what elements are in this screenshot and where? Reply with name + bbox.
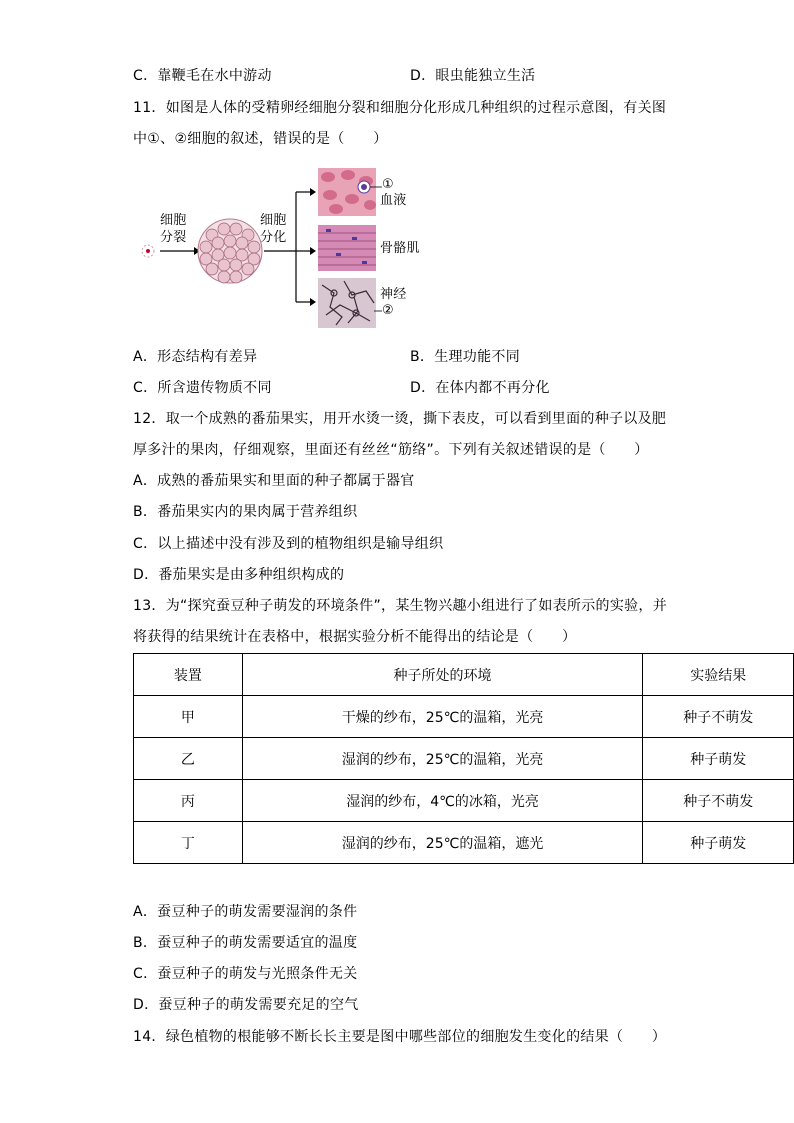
cell-result: 种子萌发 [643, 738, 794, 780]
division-label-2: 分裂 [160, 230, 187, 245]
header-device: 装置 [134, 654, 243, 696]
q12-option-d: D．番茄果实是由多种组织构成的 [133, 567, 345, 583]
q13-option-b: B．蚕豆种子的萌发需要适宜的温度 [133, 935, 358, 951]
nerve-tissue-image [318, 278, 376, 328]
q11-option-d: D．在体内都不再分化 [410, 380, 550, 396]
table-row [134, 822, 794, 864]
q11-stem-line2: 中①、②细胞的叙述，错误的是（ ） [133, 131, 388, 147]
cell-device: 丁 [134, 822, 243, 864]
cell-result: 种子萌发 [643, 822, 794, 864]
cell-differentiation-figure [130, 165, 430, 335]
blood-tissue-image [318, 168, 376, 216]
q13-stem-line1: 13．为“探究蚕豆种子萌发的环境条件”，某生物兴趣小组进行了如表所示的实验，并 [133, 598, 668, 614]
tissue-label-muscle: 骨骼肌 [380, 241, 420, 256]
cell-device: 丙 [134, 780, 243, 822]
q11-option-c: C．所含遗传物质不同 [133, 380, 272, 396]
table-header-row [134, 654, 794, 696]
marker-2: ② [382, 303, 394, 318]
q14-stem-line1: 14．绿色植物的根能够不断长长主要是图中哪些部位的细胞发生变化的结果（ ） [133, 1029, 667, 1045]
tissue-label-nerve: 神经 [380, 287, 407, 302]
q12-option-a: A．成熟的番茄果实和里面的种子都属于器官 [133, 473, 415, 489]
q13-option-c: C．蚕豆种子的萌发与光照条件无关 [133, 966, 358, 982]
q12-stem-line1: 12．取一个成熟的番茄果实，用开水烫一烫，撕下表皮，可以看到里面的种子以及肥 [133, 411, 667, 427]
egg-nucleus [146, 249, 150, 253]
tissue-label-blood: 血液 [380, 193, 407, 208]
cell-result: 种子不萌发 [643, 780, 794, 822]
header-result: 实验结果 [643, 654, 794, 696]
q12-option-c: C．以上描述中没有涉及到的植物组织是输导组织 [133, 536, 444, 552]
q13-option-d: D．蚕豆种子的萌发需要充足的空气 [133, 997, 359, 1013]
cell-environment: 湿润的纱布，25℃的温箱，遮光 [242, 822, 643, 864]
q12-stem-line2: 厚多汁的果肉，仔细观察，里面还有丝丝“筋络”。下列有关叙述错误的是（ ） [133, 442, 649, 458]
cell-environment: 湿润的纱布，25℃的温箱，光亮 [242, 738, 643, 780]
q10-option-d: D．眼虫能独立生活 [410, 68, 536, 84]
q12-option-b: B．番茄果实内的果肉属于营养组织 [133, 504, 358, 520]
marker-1: ① [382, 177, 394, 192]
cell-device: 甲 [134, 696, 243, 738]
q11-option-a: A．形态结构有差异 [133, 349, 258, 365]
table-row [134, 696, 794, 738]
cell-cluster [198, 219, 262, 283]
q13-stem-line2: 将获得的结果统计在表格中，根据实验分析不能得出的结论是（ ） [133, 629, 577, 645]
muscle-tissue-image [318, 225, 376, 271]
differentiation-label-2: 分化 [260, 230, 287, 245]
cell-environment: 湿润的纱布，4℃的冰箱，光亮 [242, 780, 643, 822]
q13-option-a: A．蚕豆种子的萌发需要湿润的条件 [133, 904, 358, 920]
experiment-table [133, 653, 794, 864]
cell-device: 乙 [134, 738, 243, 780]
cell-result: 种子不萌发 [643, 696, 794, 738]
q11-stem-line1: 11．如图是人体的受精卵经细胞分裂和细胞分化形成几种组织的过程示意图，有关图 [133, 100, 667, 116]
table-row [134, 738, 794, 780]
q11-option-b: B．生理功能不同 [410, 349, 521, 365]
q10-option-c: C．靠鞭毛在水中游动 [133, 68, 272, 84]
differentiation-label-1: 细胞 [260, 213, 287, 228]
division-label-1: 细胞 [160, 213, 187, 228]
table-row [134, 780, 794, 822]
cell-environment: 干燥的纱布，25℃的温箱，光亮 [242, 696, 643, 738]
header-environment: 种子所处的环境 [242, 654, 643, 696]
